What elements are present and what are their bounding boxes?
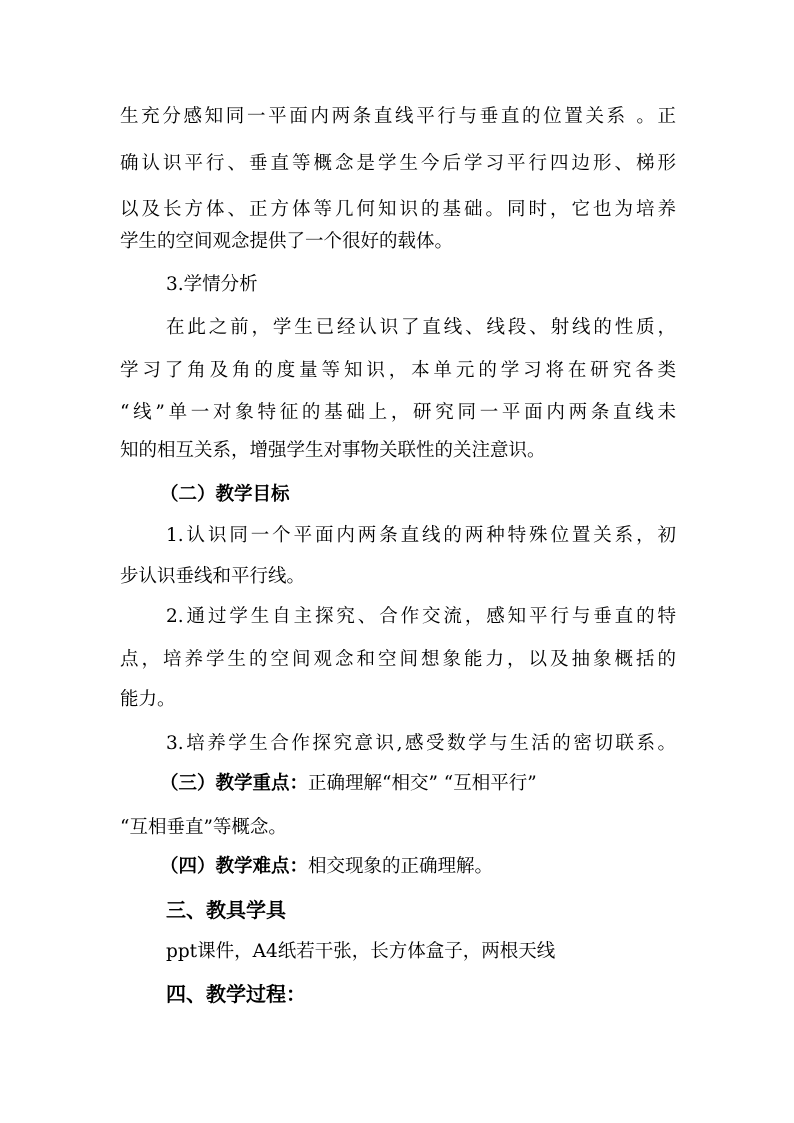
- paragraph-line: “线”单一对象特征的基础上，研究同一平面内两条直线未: [120, 402, 676, 423]
- section-heading: （二）教学目标: [160, 484, 290, 505]
- paragraph-line: 步认识垂线和平行线。: [120, 566, 306, 587]
- paragraph-line: 确认识平行、垂直等概念是学生今后学习平行四边形、梯形: [120, 153, 676, 174]
- paragraph-line: 能力。: [120, 689, 176, 710]
- paragraph-line: ppt课件，A4纸若干张，长方体盒子，两根天线: [166, 941, 556, 962]
- difficulty-label: （四）教学难点：: [160, 856, 309, 877]
- paragraph-line: “互相垂直”等概念。: [120, 817, 287, 838]
- section-heading: 三、教具学具: [166, 898, 286, 922]
- paragraph-line: 3.培养学生合作探究意识,感受数学与生活的密切联系。: [166, 733, 676, 754]
- key-point-label: （三）教学重点：: [160, 773, 309, 794]
- key-point-text: 正确理解“相交” “互相平行”: [308, 773, 537, 794]
- paragraph-line: 学生的空间观念提供了一个很好的载体。: [120, 231, 454, 252]
- paragraph-line: 生充分感知同一平面内两条直线平行与垂直的位置关系 。正: [120, 106, 676, 127]
- paragraph-line: 2.通过学生自主探究、合作交流，感知平行与垂直的特: [166, 606, 676, 627]
- section-heading: 四、教学过程：: [166, 982, 306, 1006]
- difficulty-line: [160, 853, 493, 881]
- paragraph-line: 知的相互关系，增强学生对事物关联性的关注意识。: [120, 440, 546, 461]
- difficulty-text: 相交现象的正确理解。: [308, 856, 494, 877]
- key-point-line: [160, 770, 676, 798]
- paragraph-line: 学习了角及角的度量等知识，本单元的学习将在研究各类: [120, 360, 676, 381]
- paragraph-line: 点，培养学生的空间观念和空间想象能力，以及抽象概括的: [120, 649, 676, 670]
- section-heading: 3.学情分析: [166, 274, 258, 295]
- paragraph-line: 在此之前，学生已经认识了直线、线段、射线的性质，: [166, 317, 676, 338]
- paragraph-line: 1.认识同一个平面内两条直线的两种特殊位置关系，初: [166, 525, 676, 546]
- paragraph-line: 以及长方体、正方体等几何知识的基础。同时，它也为培养: [120, 199, 676, 220]
